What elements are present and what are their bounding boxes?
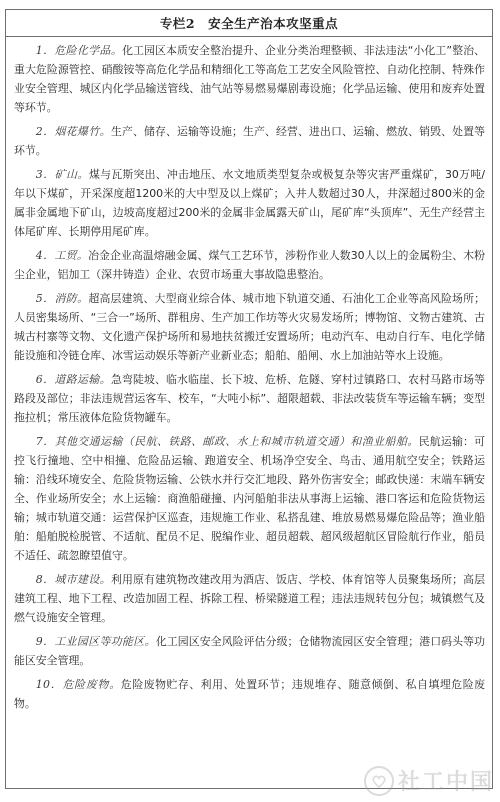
item-label: 7．其他交通运输（民航、铁路、邮政、水上和城市轨道交通）和渔业船舶。: [35, 435, 419, 448]
item-text: 化工园区本质安全整治提升、企业分类治理整顿、非法违法“小化工”整治、重大危险源管控、硝酸铵等高危化学品和精细化工等高危工艺安全风险管控、自动化控制、特殊作业安全管理、城区内化学品输送管线、油气站等易燃易爆剧毒设施；化学品运输、使用和废弃处置等环节。: [14, 44, 485, 114]
column-box: [5, 9, 493, 789]
list-item: [14, 122, 485, 160]
title-row: [6, 10, 492, 37]
watermark-text: 社工中国: [397, 770, 494, 795]
item-text: 民航运输：可控飞行撞地、空中相撞、危险品运输、跑道安全、机场净空安全、鸟击、通用航空安全；铁路运输：沿线环境安全、危险货物运输、公铁水并行交汇地段、路外伤害安全；邮政快递：末端车辆安全、作业场所安全；水上运输：商渔船碰撞、内河船舶非法从事海上运输、港口客运和危险货物运输；城市轨道交通：运营保护区巡查，违规施工作业、私搭乱建、堆放易燃易爆危险品等；渔业船舶：船舶脱检脱管、不适航、配员不足、脱编作业、超员超载、超风级超航区冒险航行作业，船员不适任、疏忽瞭望值守。: [14, 435, 485, 562]
list-item: [14, 289, 485, 365]
item-text: 煤与瓦斯突出、冲击地压、水文地质类型复杂或极复杂等灾害严重煤矿，30万吨/年以下煤矿，开采深度超1200米的大中型及以上煤矿；入井人数超过30人，井深超过800米的金属非金属地下矿山，边坡高度超过200米的金属非金属露天矿山，尾矿库“头顶库”、无生产经营主体尾矿库、长期停用尾矿库。: [14, 168, 485, 238]
item-label: 2．烟花爆竹。: [35, 125, 111, 138]
item-label: 9．工业园区等功能区。: [35, 635, 156, 648]
item-text: 化工园区安全风险评估分级；仓储物流园区安全管理；港口码头等功能区安全管理。: [14, 635, 485, 667]
item-label: 10．危险废物。: [35, 678, 121, 691]
item-label: 3．矿山。: [35, 168, 89, 181]
item-label: 1．危险化学品。: [35, 44, 123, 57]
heart-hands-icon: [364, 766, 394, 796]
item-text: 利用原有建筑物改建改用为酒店、饭店、学校、体育馆等人员聚集场所；高层建筑工程、地下工程、改造加固工程、拆除工程、桥梁隧道工程；违法违规转包分包；城镇燃气及燃气设施安全管理。: [14, 573, 485, 624]
list-item: [14, 675, 485, 713]
list-item: [14, 41, 485, 117]
item-label: 6．道路运输。: [35, 373, 111, 386]
item-text: 急弯陡坡、临水临崖、长下坡、危桥、危隧、穿村过镇路口、农村马路市场等路段及部位；非法违规营运客车、校车，“大吨小标”、超限超载、非法改装货车等运输车辆；变型拖拉机；常压液体危险货物罐车。: [14, 373, 485, 424]
list-item: [14, 165, 485, 241]
item-text: 超高层建筑、大型商业综合体、城市地下轨道交通、石油化工企业等高风险场所；人员密集场所、“三合一”场所、群租房、生产加工作坊等火灾易发场所；博物馆、文物古建筑、古城古村寨等文物、文化遗产保护场所和易地扶贫搬迁安置场所；电动汽车、电动自行车、电化学储能设施和冷链仓库、冰雪运动娱乐等新产业新业态；船舶、船闸、水上加油站等水上设施。: [14, 292, 485, 362]
list-item: [14, 570, 485, 627]
watermark: [364, 765, 494, 796]
content-body: [6, 37, 492, 713]
list-item: [14, 370, 485, 427]
list-item: [14, 246, 485, 284]
item-label: 5．消防。: [35, 292, 89, 305]
list-item: [14, 632, 485, 670]
item-label: 4．工贸。: [35, 249, 89, 262]
item-text: 危险废物贮存、利用、处置环节；违规堆存、随意倾倒、私自填埋危险废物。: [14, 678, 485, 710]
item-label: 8．城市建设。: [35, 573, 111, 586]
column-title: 专栏2 安全生产治本攻坚重点: [159, 16, 339, 31]
list-item: [14, 432, 485, 565]
item-text: 生产、储存、运输等设施；生产、经营、进出口、运输、燃放、销毁、处置等环节。: [14, 125, 485, 157]
item-text: 冶金企业高温熔融金属、煤气工艺环节，涉粉作业人数30人以上的金属粉尘、木粉尘企业，铝加工（深井铸造）企业、农贸市场重大事故隐患整治。: [14, 249, 485, 281]
